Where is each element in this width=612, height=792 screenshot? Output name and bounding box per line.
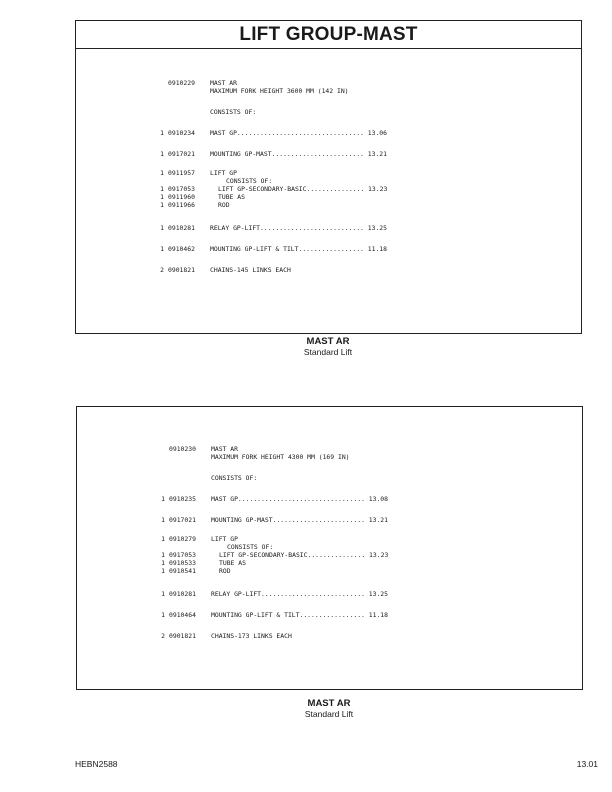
part-number: 0911957 [168,169,195,177]
parts-listing-box-2 [76,406,583,690]
part-number: 0901821 [168,266,195,274]
part-quantity: 1 [160,245,164,253]
part-description: LIFT GP [210,169,237,177]
caption-subtitle: Standard Lift [304,709,354,719]
part-number: 0911966 [168,201,195,209]
part-quantity: 1 [161,495,165,503]
document-id: HEBN2588 [75,759,118,769]
part-description: MOUNTING GP-LIFT & TILT................. 11.18 [211,611,388,619]
part-number: 0917053 [169,551,196,559]
part-description: TUBE AS [219,559,246,567]
part-description: CONSISTS OF: [227,543,274,551]
figure-caption-1 [228,336,428,357]
part-number: 0917053 [168,185,195,193]
part-quantity: 1 [160,169,164,177]
part-number: 0910235 [169,495,196,503]
part-quantity: 1 [160,201,164,209]
part-number: 0917021 [169,516,196,524]
part-description: MAST GP................................. 13.06 [210,129,387,137]
part-quantity: 1 [160,150,164,158]
part-quantity: 1 [161,516,165,524]
caption-title: MAST AR [306,336,350,347]
part-number: 0910464 [169,611,196,619]
parts-listing-1 [76,21,581,333]
part-description: ROD [219,567,231,575]
caption-subtitle: Standard Lift [303,347,353,357]
part-quantity: 1 [161,551,165,559]
part-number: 0911960 [168,193,195,201]
part-quantity: 1 [160,193,164,201]
caption-title: MAST AR [307,698,351,709]
figure-caption-2 [229,698,429,719]
part-quantity: 1 [161,535,165,543]
part-number: 0910234 [168,129,195,137]
part-description: RELAY GP-LIFT........................... 13.25 [211,590,388,598]
part-description: MAST GP................................. 13.08 [211,495,388,503]
part-number: 0910533 [169,559,196,567]
part-quantity: 1 [161,559,165,567]
part-number: 0901821 [169,632,196,640]
part-number: 0910281 [168,224,195,232]
part-description: CONSISTS OF: [226,177,273,185]
part-number: 0910281 [169,590,196,598]
part-description: MOUNTING GP-MAST........................ 13.21 [211,516,388,524]
part-number: 0910462 [168,245,195,253]
page-title: LIFT GROUP-MAST [76,21,581,49]
part-description: CONSISTS OF: [210,108,257,116]
part-description: MAST AR [210,79,237,87]
part-number: 0910541 [169,567,196,575]
parts-listing-box-1 [75,20,582,334]
part-description: MAXIMUM FORK HEIGHT 4300 MM (169 IN) [211,453,350,461]
part-quantity: 2 [160,266,164,274]
page-number: 13.01 [576,759,598,769]
part-description: LIFT GP [211,535,238,543]
part-description: CHAINS-145 LINKS EACH [210,266,291,274]
part-quantity: 1 [161,611,165,619]
part-quantity: 1 [160,224,164,232]
part-number: 0910230 [169,445,196,453]
part-number: 0910279 [169,535,196,543]
part-description: ROD [218,201,230,209]
part-description: CONSISTS OF: [211,474,258,482]
part-quantity: 1 [160,185,164,193]
parts-listing-2 [77,407,582,689]
part-number: 0910229 [168,79,195,87]
part-number: 0917021 [168,150,195,158]
part-description: RELAY GP-LIFT........................... 13.25 [210,224,387,232]
part-description: MOUNTING GP-LIFT & TILT................. 11.18 [210,245,387,253]
part-quantity: 2 [161,632,165,640]
part-description: MAST AR [211,445,238,453]
part-description: LIFT GP-SECONDARY-BASIC............... 13.23 [218,185,388,193]
part-description: TUBE AS [218,193,245,201]
part-description: LIFT GP-SECONDARY-BASIC............... 13.23 [219,551,389,559]
part-quantity: 1 [161,567,165,575]
part-quantity: 1 [160,129,164,137]
part-quantity: 1 [161,590,165,598]
part-description: MAXIMUM FORK HEIGHT 3600 MM (142 IN) [210,87,349,95]
part-description: CHAINS-173 LINKS EACH [211,632,292,640]
part-description: MOUNTING GP-MAST........................ 13.21 [210,150,387,158]
